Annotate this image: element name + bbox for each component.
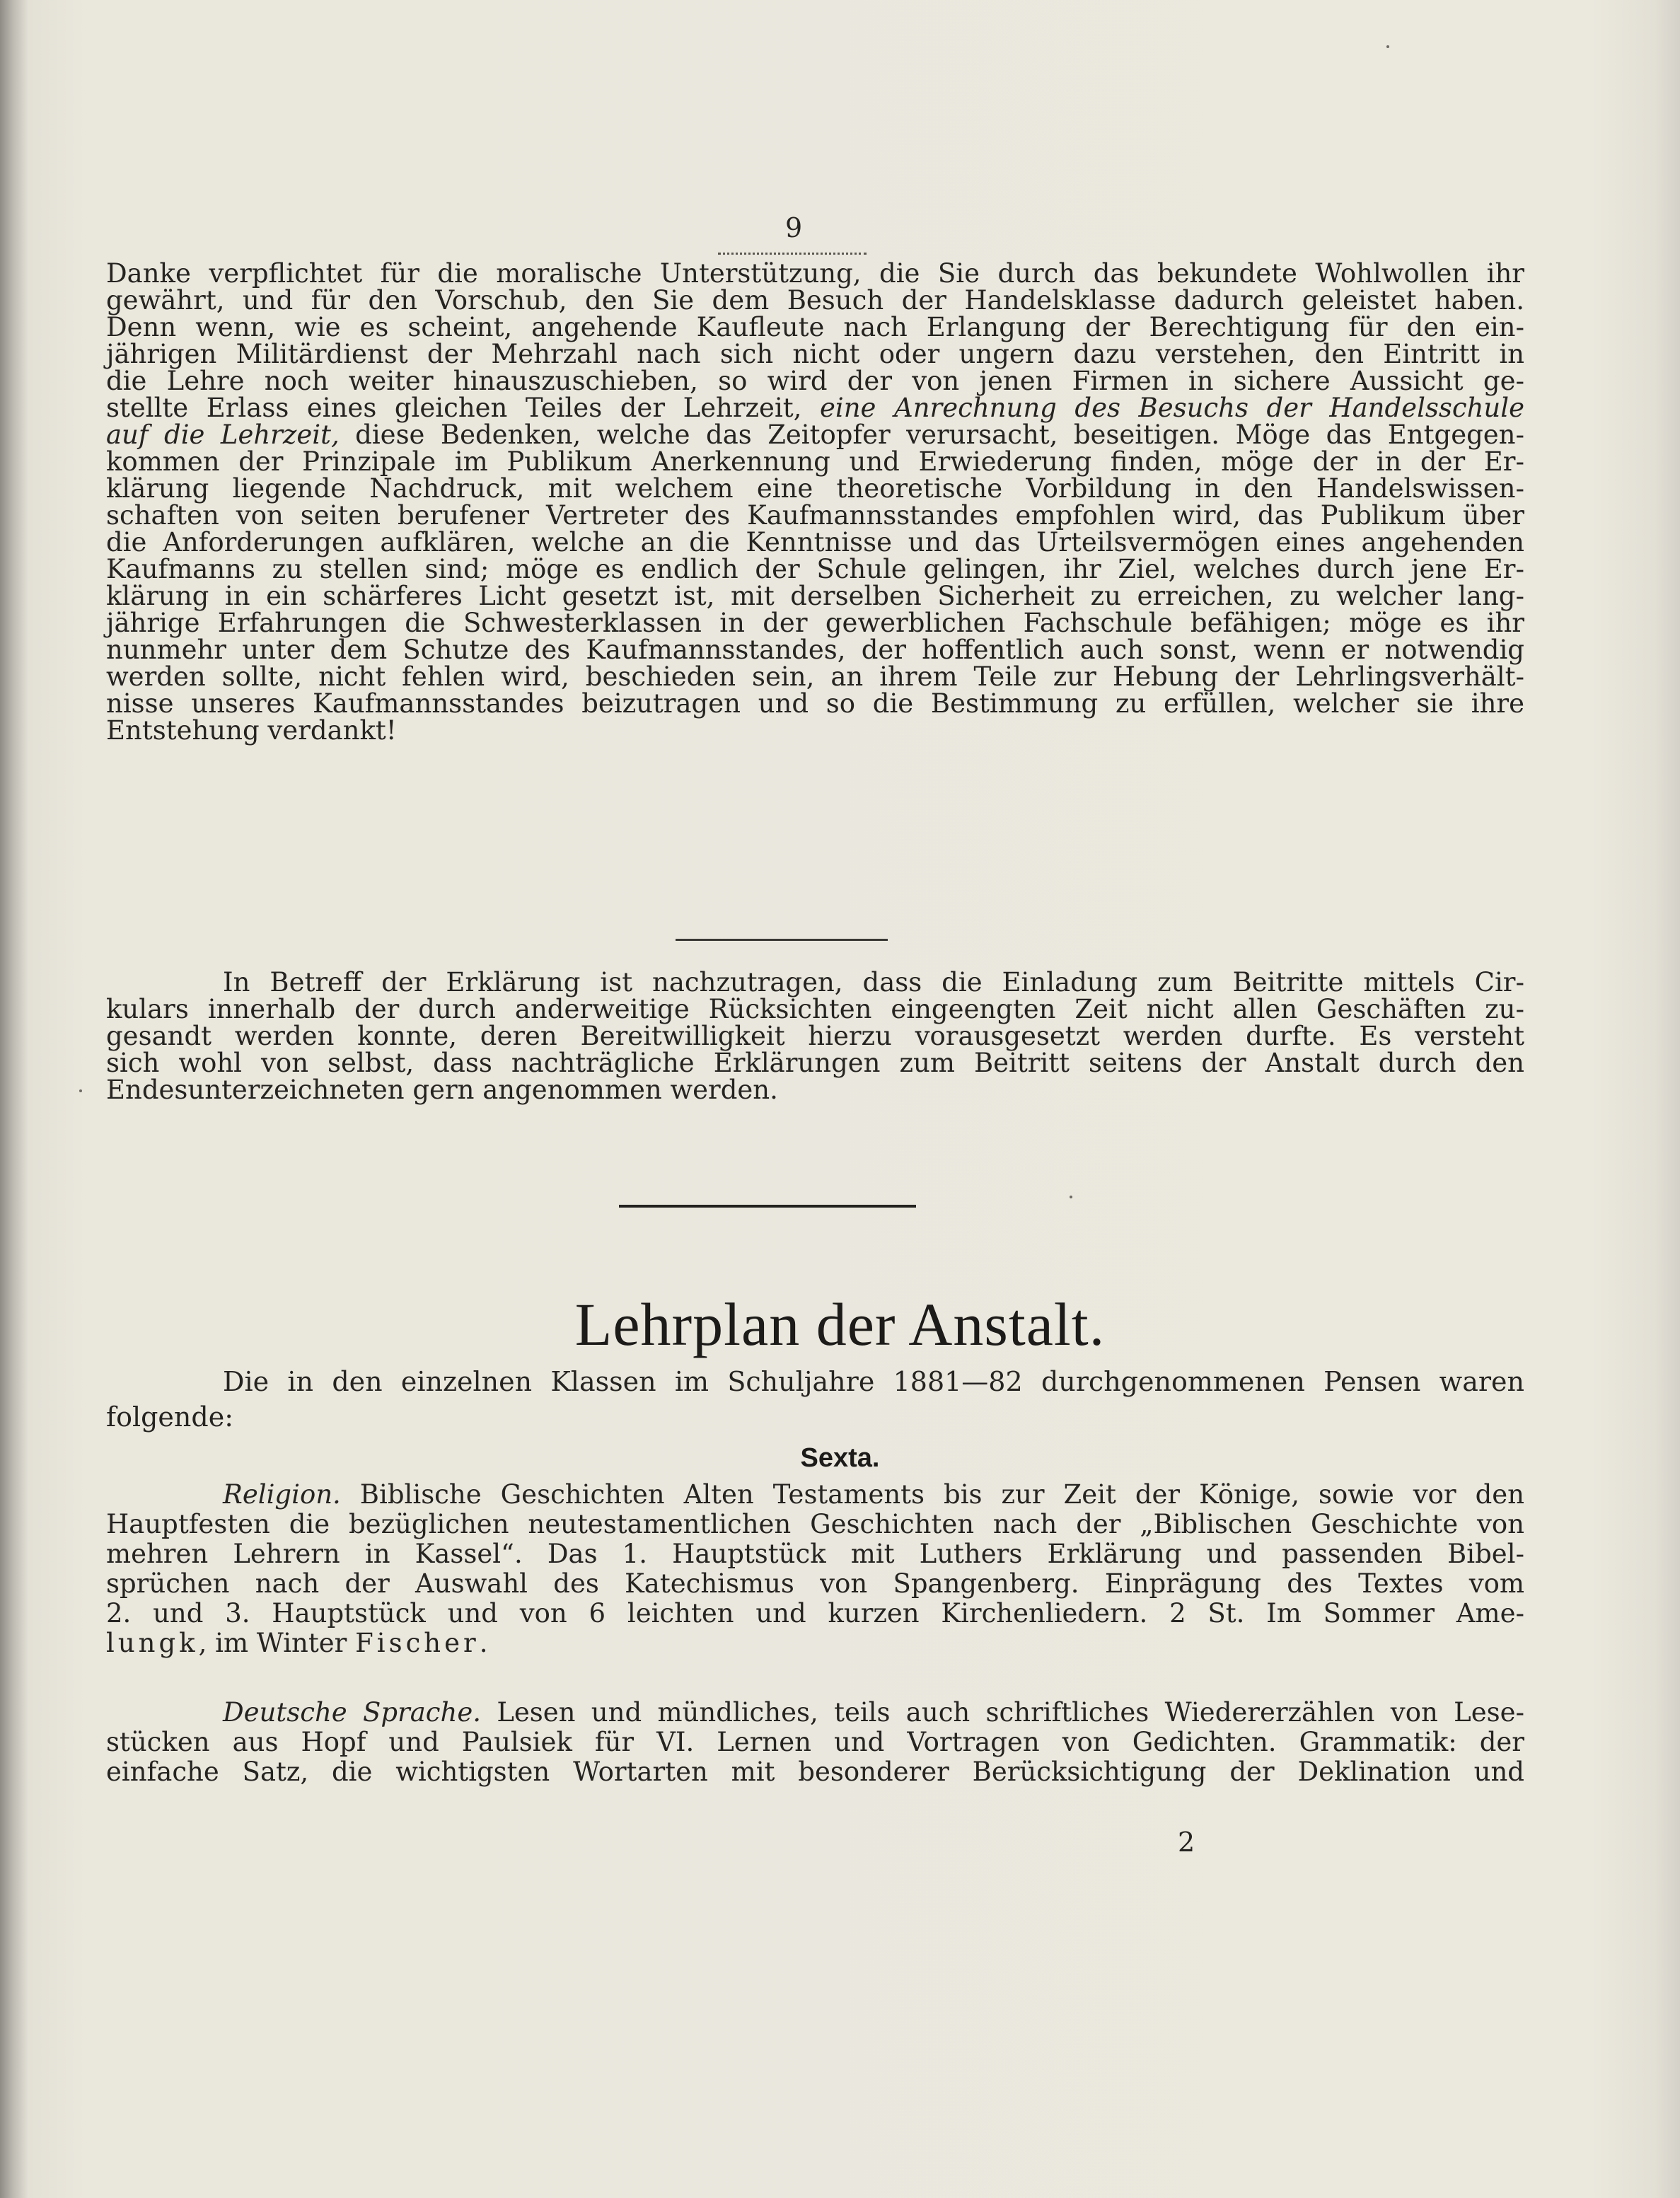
page-number: 9: [785, 212, 803, 243]
signature-mark: 2: [1178, 1827, 1195, 1858]
text-line: jährige Erfahrungen die Schwesterklassen in der gewerblichen Fachschule befähigen; möge es ihr: [106, 608, 1524, 638]
text-line: [106, 1629, 1524, 1658]
teacher-name: lungk: [106, 1628, 199, 1658]
text-line: Denn wenn, wie es scheint, angehende Kaufleute nach Erlangung der Berechtigung für den ein-: [106, 312, 1524, 342]
german-paragraph: [106, 1698, 1524, 1787]
text-line: kulars innerhalb der durch anderweitige Rücksichten eingeengten Zeit nicht allen Geschäften zu-: [106, 994, 1524, 1024]
emphasized-phrase: eine Anrechnung des Besuchs der Handelsschule: [819, 393, 1524, 423]
paper-speck: [1070, 1196, 1072, 1198]
text-line: klärung liegende Nachdruck, mit welchem eine theoretische Vorbildung in den Handelswissen-: [106, 473, 1524, 504]
text-line: Danke verpflichtet für die moralische Unterstützung, die Sie durch das bekundete Wohlwollen ihr: [106, 258, 1524, 289]
text-line: kommen der Prinzipale im Publikum Anerkennung und Erwiederung finden, möge der in der Er-: [106, 446, 1524, 477]
paper-speck: [79, 1089, 82, 1092]
text-line: einfache Satz, die wichtigsten Wortarten mit besonderer Berücksichtigung der Deklination und: [106, 1757, 1524, 1787]
text-line: [106, 395, 1524, 422]
text-line: 2. und 3. Hauptstück und von 6 leichten und kurzen Kirchenliedern. 2 St. Im Sommer Ame-: [106, 1598, 1524, 1629]
section-heading: Lehrplan der Anstalt.: [574, 1290, 1106, 1358]
text-line: schaften von seiten berufener Vertreter des Kaufmannsstandes empfohlen wird, das Publikum über: [106, 500, 1524, 531]
text-line: sprüchen nach der Auswahl des Katechismus von Spangenberg. Einprägung des Textes vom: [106, 1568, 1524, 1599]
separator-rule: [676, 939, 888, 941]
subject-label: Religion.: [223, 1479, 341, 1510]
text-line: jährigen Militärdienst der Mehrzahl nach sich nicht oder ungern dazu verstehen, den Eintritt in: [106, 339, 1524, 369]
text-line: die Lehre noch weiter hinauszuschieben, so wird der von jenen Firmen in sichere Aussicht ge-: [106, 366, 1524, 396]
subject-label: Deutsche Sprache.: [223, 1697, 481, 1728]
intro-paragraph: [106, 1364, 1524, 1435]
teacher-name: Fischer: [355, 1628, 480, 1658]
text-line: In Betreff der Erklärung ist nachzutragen, dass die Einladung zum Beitritte mittels Cir-: [223, 967, 1524, 997]
text-line: Hauptfesten die bezüglichen neutestamentlichen Geschichten nach der „Biblischen Geschichte von: [106, 1509, 1524, 1539]
text-line: [106, 1480, 1524, 1510]
text-segment: stellte Erlass eines gleichen Teiles der Lehrzeit,: [106, 393, 820, 423]
text-line: klärung in ein schärferes Licht gesetzt ist, mit derselben Sicherheit zu erreichen, zu welcher lang-: [106, 581, 1524, 611]
section-rule: [619, 1205, 916, 1208]
text-line: werden sollte, nicht fehlen wird, beschieden sein, an ihrem Teile zur Hebung der Lehrlingsverhält-: [106, 661, 1524, 692]
text-line: mehren Lehrern in Kassel“. Das 1. Hauptstück mit Luthers Erklärung und passenden Bibel-: [106, 1539, 1524, 1569]
emphasized-phrase: auf die Lehrzeit,: [106, 420, 340, 450]
addendum-paragraph: [106, 969, 1524, 1104]
text-line: Entstehung verdankt!: [106, 715, 397, 746]
class-heading: Sexta.: [800, 1443, 880, 1473]
header-dotted-rule: [718, 253, 867, 255]
text-line: Die in den einzelnen Klassen im Schuljahre 1881—82 durchgenommenen Pensen waren: [223, 1366, 1524, 1397]
text-line: Kaufmanns zu stellen sind; möge es endlich der Schule gelingen, ihr Ziel, welches durch jene Er-: [106, 554, 1524, 584]
text-line: gesandt werden konnte, deren Bereitwilligkeit hierzu vorausgesetzt werden durfte. Es versteht: [106, 1021, 1524, 1051]
text-line: nisse unseres Kaufmannsstandes beizutragen und so die Bestimmung zu erfüllen, welcher sie ihre: [106, 688, 1524, 719]
text-line: Endesunterzeichneten gern angenommen werden.: [106, 1075, 778, 1105]
paper-speck: [1386, 45, 1389, 48]
text-segment: diese Bedenken, welche das Zeitopfer verursacht, beseitigen. Möge das Entgegen-: [339, 420, 1525, 450]
religion-paragraph: [106, 1480, 1524, 1658]
paragraph-continuation: [106, 260, 1524, 744]
text-line: [106, 1698, 1524, 1728]
text-line: sich wohl von selbst, dass nachträgliche Erklärungen zum Beitritt seitens der Anstalt durch den: [106, 1048, 1524, 1078]
text-line: [106, 422, 1524, 449]
text-segment: Lesen und mündliches, teils auch schriftliches Wiedererzählen von Lese-: [481, 1697, 1524, 1728]
text-segment: Biblische Geschichten Alten Testaments bis zur Zeit der Könige, sowie vor den: [340, 1479, 1524, 1510]
text-line: stücken aus Hopf und Paulsiek für VI. Lernen und Vortragen von Gedichten. Grammatik: der: [106, 1727, 1524, 1757]
text-line: gewährt, und für den Vorschub, den Sie dem Besuch der Handelsklasse dadurch geleistet haben.: [106, 285, 1524, 316]
text-segment: , im Winter: [198, 1628, 356, 1658]
text-segment: .: [479, 1628, 488, 1658]
text-line: folgende:: [106, 1401, 233, 1433]
text-line: die Anforderungen aufklären, welche an die Kenntnisse und das Urteilsvermögen eines angehenden: [106, 527, 1524, 557]
text-line: nunmehr unter dem Schutze des Kaufmannsstandes, der hoffentlich auch sonst, wenn er notwendig: [106, 635, 1524, 665]
